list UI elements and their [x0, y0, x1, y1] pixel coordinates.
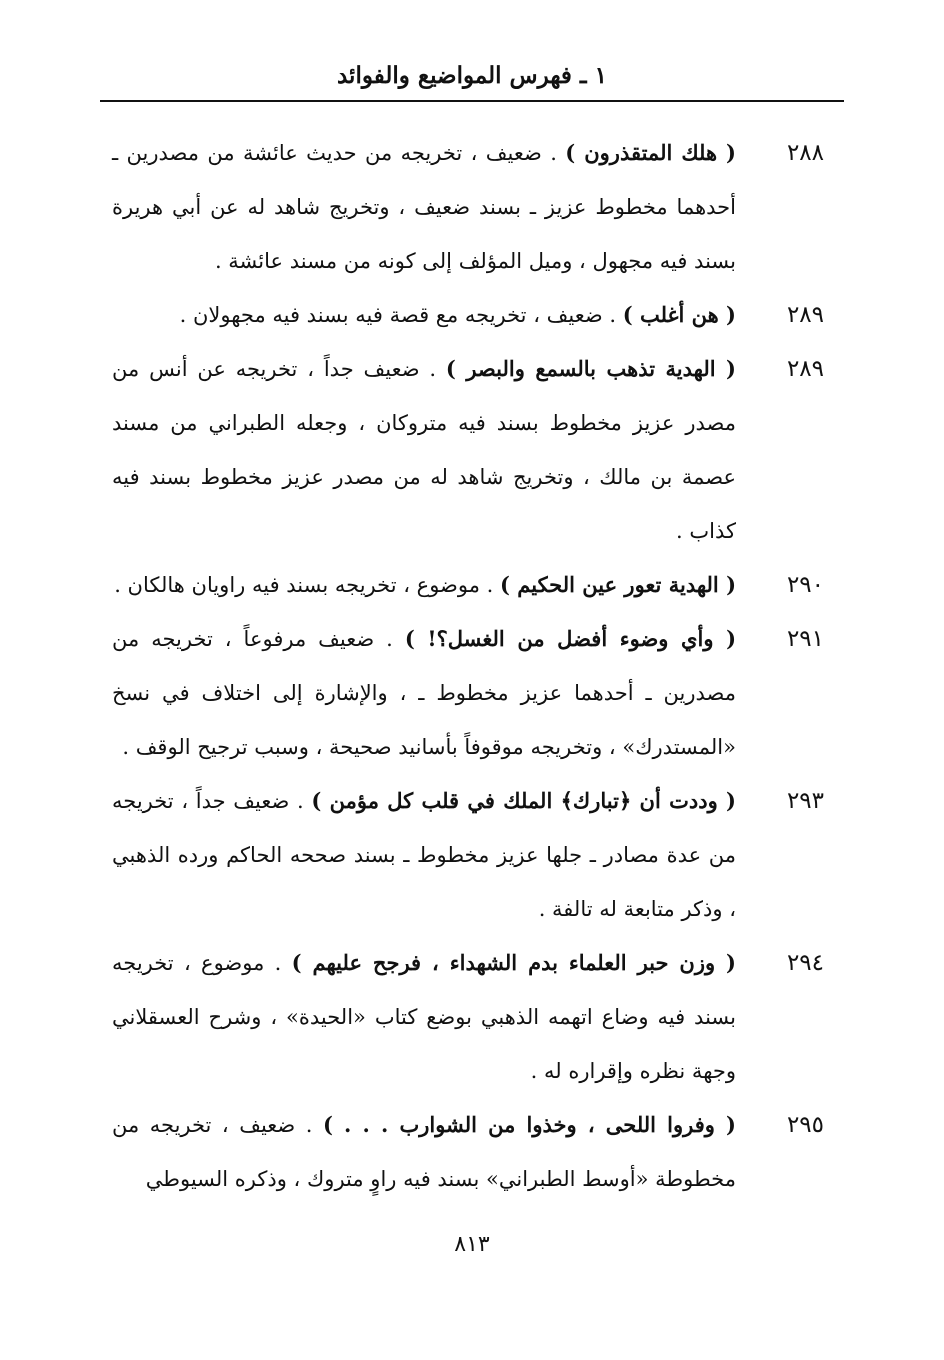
hadith-title: ( الهدية تعور عين الحكيم ) — [500, 572, 736, 597]
entry-text — [112, 612, 736, 774]
index-entry — [112, 936, 824, 1098]
entry-description: . موضوع ، تخريجه بسند فيه وضاع اتهمه الذهبي بوضع كتاب «الحيدة» ، وشرح العسقلاني وجهة نظره وإقراره له . — [112, 951, 736, 1083]
hadith-title: ( وفروا اللحى ، وخذوا من الشوارب . . . ) — [322, 1112, 736, 1137]
hadith-title: ( وأي وضوء أفضل من الغسل؟! ) — [404, 626, 737, 651]
entry-description: . ضعيف ، تخريجه مع قصة فيه بسند فيه مجهولان . — [179, 303, 623, 327]
entry-text — [112, 126, 736, 288]
entry-description: . ضعيف ، تخريجه من مخطوطة «أوسط الطبراني» بسند فيه راوٍ متروك ، وذكره السيوطي — [112, 1113, 736, 1191]
hadith-title: ( هن أغلب ) — [622, 302, 736, 327]
entry-description: . ضعيف مرفوعاً ، تخريجه من مصدرين ـ أحدهما عزيز مخطوط ـ ، والإشارة إلى اختلاف في نسخ «المستدرك» ، وتخريجه موقوفاً بأسانيد صحيحة ، وسبب ترجيح الوقف . — [112, 627, 736, 759]
entry-number: ٢٩٥ — [786, 1112, 824, 1138]
running-header-title: ١ ـ فهرس المواضيع والفوائد — [336, 62, 608, 89]
entry-text — [112, 558, 736, 612]
entry-text — [112, 342, 736, 558]
hadith-title: ( الهدية تذهب بالسمع والبصر ) — [445, 356, 736, 381]
index-entry — [112, 558, 824, 612]
index-entry — [112, 612, 824, 774]
index-entry — [112, 126, 824, 288]
entry-description: . موضوع ، تخريجه بسند فيه راويان هالكان . — [114, 573, 501, 597]
entry-number: ٢٩٣ — [786, 788, 824, 814]
entry-number: ٢٩٤ — [786, 950, 824, 976]
entry-number: ٢٨٩ — [786, 302, 824, 328]
index-entry — [112, 1098, 824, 1206]
hadith-title: ( وزن حبر العلماء بدم الشهداء ، فرجح عليهم ) — [291, 950, 736, 975]
entry-text — [112, 1098, 736, 1206]
hadith-title: ( هلك المتقذرون ) — [565, 140, 736, 165]
entry-number: ٢٨٩ — [786, 356, 824, 382]
hadith-title: ( وددت أن ﴿تبارك﴾ الملك في قلب كل مؤمن ) — [311, 788, 736, 813]
entry-number: ٢٩٠ — [786, 572, 824, 598]
index-entry — [112, 342, 824, 558]
entry-number: ٢٨٨ — [786, 140, 824, 166]
index-entry — [112, 288, 824, 342]
entry-text — [112, 936, 736, 1098]
entry-description: . ضعيف جداً ، تخريجه عن أنس من مصدر عزيز مخطوط بسند فيه متروكان ، وجعله الطبراني من مسند عصمة بن مالك ، وتخريج شاهد له من مصدر عزيز مخطوط بسند فيه كذاب . — [112, 357, 736, 543]
entry-text — [112, 288, 736, 342]
entry-description: . ضعيف جداً ، تخريجه من عدة مصادر ـ جلها عزيز مخطوط ـ بسند صححه الحاكم ورده الذهبي ، وذكر متابعة له تالفة . — [112, 789, 736, 921]
entry-description: . ضعيف ، تخريجه من حديث عائشة من مصدرين ـ أحدهما مخطوط عزيز ـ بسند ضعيف ، وتخريج شاهد له عن أبي هريرة بسند فيه مجهول ، وميل المؤلف إلى كونه من مسند عائشة . — [112, 141, 736, 273]
entry-text — [112, 774, 736, 936]
header-divider — [100, 100, 844, 102]
entry-number: ٢٩١ — [786, 626, 824, 652]
index-entry — [112, 774, 824, 936]
index-entries — [112, 126, 824, 1206]
page-number: ٨١٣ — [454, 1232, 490, 1257]
